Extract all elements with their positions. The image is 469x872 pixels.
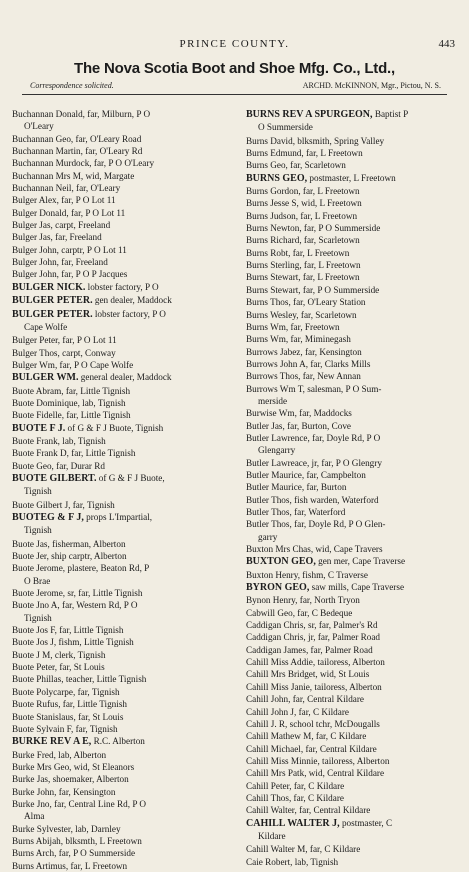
directory-entry bbox=[12, 385, 234, 397]
directory-entry bbox=[12, 460, 234, 472]
directory-entry bbox=[246, 594, 468, 606]
directory-entry bbox=[12, 170, 234, 182]
directory-entry bbox=[12, 294, 234, 307]
entry-text: Buchannan Mrs M, wid, Margate bbox=[12, 170, 135, 181]
directory-entry bbox=[12, 281, 234, 294]
entry-text: Burns Gordon, far, L Freetown bbox=[246, 186, 360, 197]
directory-entry bbox=[246, 259, 468, 271]
directory-entry bbox=[246, 607, 468, 619]
entry-text: Butler Lawreace, jr, far, P O Glengry bbox=[246, 457, 382, 468]
entry-text: Burrows Jabez, far, Kensington bbox=[246, 346, 362, 357]
entry-text: Burns Abijah, blksmth, L Freetown bbox=[12, 835, 142, 846]
entry-text: Cahill Miss Addie, tailoress, Alberton bbox=[246, 657, 385, 668]
entry-text: Caddigan Chris, sr, far, Palmer's Rd bbox=[246, 620, 378, 631]
entry-text: Cahill Walter, far, Central Kildare bbox=[246, 805, 371, 816]
entry-continuation: Tignish bbox=[24, 612, 52, 623]
entry-text: Burrows Wm T, salesman, P O Sum- bbox=[246, 383, 382, 394]
entry-text: Butler Thos, fish warden, Waterford bbox=[246, 494, 379, 505]
entry-details: postmaster, L Freetown bbox=[307, 172, 396, 183]
entry-text: Buote Polycarpe, far, Tignish bbox=[12, 686, 120, 697]
entry-name-bold: BUOTEG & F J, bbox=[12, 512, 84, 523]
entry-text: Cahill John, far, Central Kildare bbox=[246, 694, 365, 705]
directory-entry bbox=[246, 407, 468, 419]
entry-text: Buote Jer, ship carptr, Alberton bbox=[12, 551, 127, 562]
entry-details: postmaster, C bbox=[339, 817, 393, 828]
entry-text: Buote Rufus, far, Little Tignish bbox=[12, 699, 127, 710]
entry-text: Caddigan Chris, jr, far, Palmer Road bbox=[246, 632, 380, 643]
entry-continuation: O'Leary bbox=[24, 121, 54, 132]
entry-name-bold: BUOTE GILBERT. bbox=[12, 472, 97, 484]
directory-entry bbox=[12, 786, 234, 798]
directory-entry bbox=[12, 673, 234, 685]
entry-text: Burns Thos, far, O'Leary Station bbox=[246, 297, 366, 308]
directory-entry bbox=[246, 321, 468, 333]
entry-text: Buote Geo, far, Durar Rd bbox=[12, 460, 106, 471]
entry-text: Cahill Miss Minnie, tailoress, Alberton bbox=[246, 755, 390, 766]
directory-entry bbox=[12, 599, 234, 624]
directory-entry bbox=[12, 761, 234, 773]
entry-name-bold: CAHILL WALTER J, bbox=[246, 817, 340, 829]
directory-entry bbox=[246, 804, 468, 816]
directory-entry bbox=[246, 309, 468, 321]
entry-text: Buxton Mrs Chas, wid, Cape Travers bbox=[246, 544, 383, 555]
entry-continuation: O Brae bbox=[24, 575, 51, 586]
entry-text: Bulger Wm, far, P O Cape Wolfe bbox=[12, 359, 134, 370]
directory-entry bbox=[246, 631, 468, 643]
directory-entry bbox=[12, 735, 234, 748]
entry-continuation: Kildare bbox=[258, 830, 286, 841]
directory-entry bbox=[246, 668, 468, 680]
entry-details: Baptist P bbox=[372, 109, 409, 119]
directory-entry bbox=[246, 457, 468, 469]
directory-entry bbox=[12, 108, 234, 133]
directory-entry bbox=[12, 798, 234, 823]
directory-entry bbox=[246, 656, 468, 668]
directory-entry bbox=[12, 371, 234, 384]
directory-entry bbox=[246, 817, 468, 844]
directory-entry bbox=[12, 538, 234, 550]
entry-text: Burwise Wm, far, Maddocks bbox=[246, 408, 352, 419]
entry-text: Cahill Peter, far, C Kildare bbox=[246, 780, 345, 791]
entry-text: Bulger Jas, carpt, Freeland bbox=[12, 220, 111, 231]
directory-entry bbox=[246, 159, 468, 171]
entry-text: Burke Mrs Geo, wid, St Eleanors bbox=[12, 761, 135, 772]
entry-details: general dealer, Maddock bbox=[78, 372, 172, 383]
entry-text: Buchannan Donald, far, Milburn, P O bbox=[12, 109, 151, 119]
entry-details: of G & F J Buote, bbox=[96, 472, 165, 483]
entry-text: Burns Artimus, far, L Freetown bbox=[12, 860, 128, 871]
directory-entry bbox=[246, 494, 468, 506]
entry-text: Cahill Walter M, far, C Kildare bbox=[246, 844, 361, 855]
entry-text: Butler Maurice, far, Campbelton bbox=[246, 469, 366, 480]
entry-text: Burns Wm, far, Miminegash bbox=[246, 334, 351, 345]
entry-text: Burns Richard, far, Scarletown bbox=[246, 235, 360, 246]
entry-text: Buote Abram, far, Little Tignish bbox=[12, 385, 131, 396]
directory-entry bbox=[12, 749, 234, 761]
directory-entry bbox=[246, 222, 468, 234]
entry-text: Buote Jos J, fishm, Little Tignish bbox=[12, 637, 134, 648]
directory-entry bbox=[246, 420, 468, 432]
entry-text: Burns Judson, far, L Freetown bbox=[246, 210, 358, 221]
entry-continuation: Cape Wolfe bbox=[24, 321, 68, 332]
directory-entry bbox=[12, 636, 234, 648]
directory-entry bbox=[12, 182, 234, 194]
entry-text: Butler Thos, far, Doyle Rd, P O Glen- bbox=[246, 519, 386, 530]
entry-text: Burns Stewart, far, L Freetown bbox=[246, 272, 360, 283]
directory-entry bbox=[246, 693, 468, 705]
entry-text: Buote J M, clerk, Tignish bbox=[12, 649, 106, 660]
directory-entry bbox=[246, 284, 468, 296]
directory-entry bbox=[246, 108, 468, 135]
entry-text: Bulger Alex, far, P O Lot 11 bbox=[12, 195, 116, 206]
directory-entry bbox=[246, 296, 468, 308]
directory-entry bbox=[246, 234, 468, 246]
directory-entry bbox=[12, 157, 234, 169]
directory-entry bbox=[246, 718, 468, 730]
directory-entry bbox=[12, 268, 234, 280]
entry-name-bold: BUOTE F J. bbox=[12, 422, 66, 434]
entry-continuation: Tignish bbox=[24, 525, 52, 536]
entry-text: Cahill Mathew M, far, C Kildare bbox=[246, 731, 367, 742]
entry-text: Burke Jas, shoemaker, Alberton bbox=[12, 774, 129, 785]
entry-details: of G & F J Buote, Tignish bbox=[65, 422, 164, 433]
directory-entry bbox=[246, 346, 468, 358]
directory-entry bbox=[246, 543, 468, 555]
directory-entry bbox=[12, 447, 234, 459]
directory-entry bbox=[12, 823, 234, 835]
directory-column-left bbox=[12, 108, 234, 872]
directory-entry bbox=[12, 562, 234, 587]
directory-entry bbox=[246, 681, 468, 693]
directory-entry bbox=[12, 231, 234, 243]
entry-text: Cahill Mrs Bridget, wid, St Louis bbox=[246, 669, 370, 680]
entry-text: Bulger Thos, carpt, Conway bbox=[12, 347, 116, 358]
entry-name-bold: BUXTON GEO, bbox=[246, 556, 316, 568]
entry-details: saw mills, Cape Traverse bbox=[309, 582, 405, 593]
entry-continuation: Glengarry bbox=[258, 445, 296, 456]
entry-text: Buote Frank, lab, Tignish bbox=[12, 435, 106, 446]
entry-name-bold: BULGER WM. bbox=[12, 372, 79, 384]
entry-text: Butler Jas, far, Burton, Cove bbox=[246, 420, 352, 431]
entry-text: Buote Dominique, lab, Tignish bbox=[12, 397, 126, 408]
entry-text: Burke Jno, far, Central Line Rd, P O bbox=[12, 798, 147, 809]
entry-details: lobster factory, P O bbox=[85, 281, 159, 292]
directory-entry bbox=[246, 135, 468, 147]
directory-entry bbox=[246, 569, 468, 581]
entry-details: R.C. Alberton bbox=[91, 736, 145, 747]
entry-text: Bulger Jas, far, Freeland bbox=[12, 232, 102, 243]
entry-text: Burns Jesse S, wid, L Freetown bbox=[246, 198, 362, 209]
entry-text: Buote Phillas, teacher, Little Tignish bbox=[12, 674, 147, 685]
directory-entry bbox=[246, 755, 468, 767]
directory-entry bbox=[12, 686, 234, 698]
entry-text: Burns Edmund, far, L Freetown bbox=[246, 148, 363, 159]
directory-entry bbox=[246, 383, 468, 408]
directory-entry bbox=[246, 481, 468, 493]
entry-text: Burns Robt, far, L Freetown bbox=[246, 247, 350, 258]
entry-continuation: merside bbox=[258, 395, 288, 406]
directory-entry bbox=[12, 422, 234, 435]
directory-entry bbox=[12, 649, 234, 661]
entry-text: Cahill Thos, far, C Kildare bbox=[246, 792, 344, 803]
directory-entry bbox=[12, 661, 234, 673]
directory-entry bbox=[246, 469, 468, 481]
entry-text: Buchannan Murdock, far, P O O'Leary bbox=[12, 158, 155, 169]
entry-text: Burns Wm, far, Freetown bbox=[246, 321, 340, 332]
entry-text: Caie Robert, lab, Tignish bbox=[246, 856, 339, 867]
directory-entry bbox=[12, 711, 234, 723]
entry-text: Bulger Donald, far, P O Lot 11 bbox=[12, 207, 126, 218]
directory-entry bbox=[12, 550, 234, 562]
entry-text: Butler Thos, far, Waterford bbox=[246, 507, 346, 517]
entry-text: Buote Peter, far, St Louis bbox=[12, 662, 105, 673]
directory-entry bbox=[12, 308, 234, 335]
entry-text: Buote Jerome, sr, far, Little Tignish bbox=[12, 588, 143, 599]
directory-entry bbox=[246, 843, 468, 855]
entry-text: Cahill J. R, school tchr, McDougalls bbox=[246, 718, 380, 729]
entry-text: Burke Sylvester, lab, Darnley bbox=[12, 823, 121, 834]
entry-text: Buote Stanislaus, far, St Louis bbox=[12, 711, 124, 722]
directory-entry bbox=[12, 347, 234, 359]
entry-text: Buote Sylvain F, far, Tignish bbox=[12, 723, 118, 734]
entry-name-bold: BULGER PETER. bbox=[12, 308, 93, 320]
directory-column-right bbox=[246, 108, 468, 868]
entry-name-bold: BULGER NICK. bbox=[12, 281, 86, 293]
directory-entry bbox=[246, 370, 468, 382]
directory-entry bbox=[12, 587, 234, 599]
page-header bbox=[0, 38, 469, 52]
entry-name-bold: BULGER PETER. bbox=[12, 295, 93, 307]
entry-text: Bulger Peter, far, P O Lot 11 bbox=[12, 335, 117, 346]
directory-entry bbox=[246, 555, 468, 568]
directory-entry bbox=[246, 518, 468, 543]
entry-text: Buchannan Martin, far, O'Leary Rd bbox=[12, 146, 143, 157]
entry-text: Buote Frank D, far, Little Tignish bbox=[12, 448, 136, 459]
directory-entry bbox=[12, 133, 234, 145]
entry-details: gen dealer, Maddock bbox=[92, 295, 172, 306]
advertisement-banner bbox=[22, 58, 447, 95]
directory-entry bbox=[12, 207, 234, 219]
directory-entry bbox=[12, 244, 234, 256]
entry-text: Bulger John, carptr, P O Lot 11 bbox=[12, 244, 127, 255]
directory-entry bbox=[12, 359, 234, 371]
advertisement-right-text: ARCHD. McKINNON, Mgr., Pictou, N. S. bbox=[302, 81, 441, 90]
directory-entry bbox=[12, 194, 234, 206]
advertisement-left-text: Correspondence solicited. bbox=[30, 81, 114, 90]
directory-entry bbox=[246, 856, 468, 868]
directory-entry bbox=[12, 256, 234, 268]
directory-entry bbox=[246, 197, 468, 209]
directory-entry bbox=[12, 511, 234, 538]
entry-text: Burrows Thos, far, New Annan bbox=[246, 371, 361, 382]
directory-entry bbox=[246, 644, 468, 656]
entry-text: Burns Sterling, far, L Freetown bbox=[246, 260, 361, 271]
entry-text: Cahill Mrs Patk, wid, Central Kildare bbox=[246, 768, 385, 779]
directory-entry bbox=[12, 435, 234, 447]
entry-text: Burke Fred, lab, Alberton bbox=[12, 749, 107, 760]
entry-name-bold: BURNS GEO, bbox=[246, 172, 308, 184]
directory-entry bbox=[246, 792, 468, 804]
directory-entry bbox=[246, 247, 468, 259]
entry-text: Burns Stewart, far, P O Summerside bbox=[246, 284, 380, 295]
directory-entry bbox=[12, 723, 234, 735]
directory-entry bbox=[246, 271, 468, 283]
directory-entry bbox=[246, 333, 468, 345]
entry-text: Burke John, far, Kensington bbox=[12, 786, 116, 797]
directory-entry bbox=[12, 219, 234, 231]
directory-entry bbox=[12, 499, 234, 511]
entry-text: Cahill John J, far, C Kildare bbox=[246, 706, 349, 717]
directory-entry bbox=[246, 358, 468, 370]
entry-text: Buote Jerome, plastere, Beaton Rd, P bbox=[12, 563, 150, 574]
entry-text: Burns Geo, far, Scarletown bbox=[246, 160, 346, 171]
entry-details: props L'Impartial, bbox=[83, 512, 153, 522]
entry-text: Burns David, blksmith, Spring Valley bbox=[246, 135, 385, 146]
directory-entry bbox=[246, 780, 468, 792]
entry-text: Cahill Michael, far, Central Kildare bbox=[246, 743, 377, 754]
directory-entry bbox=[12, 409, 234, 421]
entry-details: lobster factory, P O bbox=[92, 308, 166, 319]
entry-text: Buote Jas, fisherman, Alberton bbox=[12, 538, 126, 549]
entry-name-bold: BYRON GEO, bbox=[246, 582, 310, 594]
entry-text: Buote Gilbert J, far, Tignish bbox=[12, 499, 115, 510]
directory-entry bbox=[246, 581, 468, 594]
directory-entry bbox=[246, 185, 468, 197]
directory-entry bbox=[12, 698, 234, 710]
entry-continuation: Tignish bbox=[24, 486, 52, 497]
running-title: PRINCE COUNTY. bbox=[179, 38, 290, 50]
entry-details: gen mer, Cape Traverse bbox=[315, 556, 406, 567]
directory-entry bbox=[12, 773, 234, 785]
entry-text: Buchannan Neil, far, O'Leary bbox=[12, 183, 121, 194]
entry-text: Burns Newton, far, P O Summerside bbox=[246, 223, 381, 234]
entry-text: Cahill Miss Janie, tailoress, Alberton bbox=[246, 681, 382, 692]
entry-text: Buchannan Geo, far, O'Leary Road bbox=[12, 133, 142, 144]
entry-text: Butler Maurice, far, Burton bbox=[246, 482, 347, 493]
directory-entry bbox=[12, 472, 234, 499]
entry-continuation: Alma bbox=[24, 811, 45, 822]
entry-text: Caddigan James, far, Palmer Road bbox=[246, 644, 373, 655]
directory-entry bbox=[246, 210, 468, 222]
directory-entry bbox=[12, 860, 234, 872]
directory-entry bbox=[246, 767, 468, 779]
directory-entry bbox=[12, 835, 234, 847]
page-number: 443 bbox=[438, 38, 455, 50]
directory-entry bbox=[12, 397, 234, 409]
directory-entry bbox=[246, 172, 468, 185]
entry-continuation: O Summerside bbox=[258, 122, 313, 133]
directory-entry bbox=[12, 624, 234, 636]
entry-continuation: garry bbox=[258, 531, 278, 542]
entry-text: Buote Fidelle, far, Little Tignish bbox=[12, 410, 131, 421]
directory-entry bbox=[12, 847, 234, 859]
entry-text: Buxton Henry, fishm, C Traverse bbox=[246, 569, 368, 580]
entry-text: Burns Wesley, far, Scarletown bbox=[246, 309, 357, 320]
directory-entry bbox=[246, 706, 468, 718]
entry-text: Burns Arch, far, P O Summerside bbox=[12, 848, 136, 859]
entry-text: Buote Jos F, far, Little Tignish bbox=[12, 625, 124, 636]
entry-text: Cabwill Geo, far, C Bedeque bbox=[246, 607, 353, 618]
directory-entry bbox=[246, 432, 468, 457]
directory-entry bbox=[12, 334, 234, 346]
entry-text: Bynon Henry, far, North Tryon bbox=[246, 595, 360, 606]
advertisement-title: The Nova Scotia Boot and Shoe Mfg. Co., Ltd., bbox=[73, 60, 395, 77]
entry-text: Burrows John A, far, Clarks Mills bbox=[246, 358, 371, 369]
directory-entry bbox=[246, 730, 468, 742]
entry-text: Bulger John, far, Freeland bbox=[12, 257, 108, 268]
entry-text: Bulger John, far, P O P Jacques bbox=[12, 269, 128, 280]
entry-name-bold: BURKE REV A E, bbox=[12, 736, 92, 748]
directory-entry bbox=[12, 145, 234, 157]
entry-text: Butler Lawrence, far, Doyle Rd, P O bbox=[246, 432, 381, 443]
entry-name-bold: BURNS REV A SPURGEON, bbox=[246, 109, 373, 120]
directory-entry bbox=[246, 506, 468, 518]
entry-text: Buote Jno A, far, Western Rd, P O bbox=[12, 600, 138, 611]
directory-entry bbox=[246, 147, 468, 159]
directory-entry bbox=[246, 619, 468, 631]
directory-entry bbox=[246, 743, 468, 755]
